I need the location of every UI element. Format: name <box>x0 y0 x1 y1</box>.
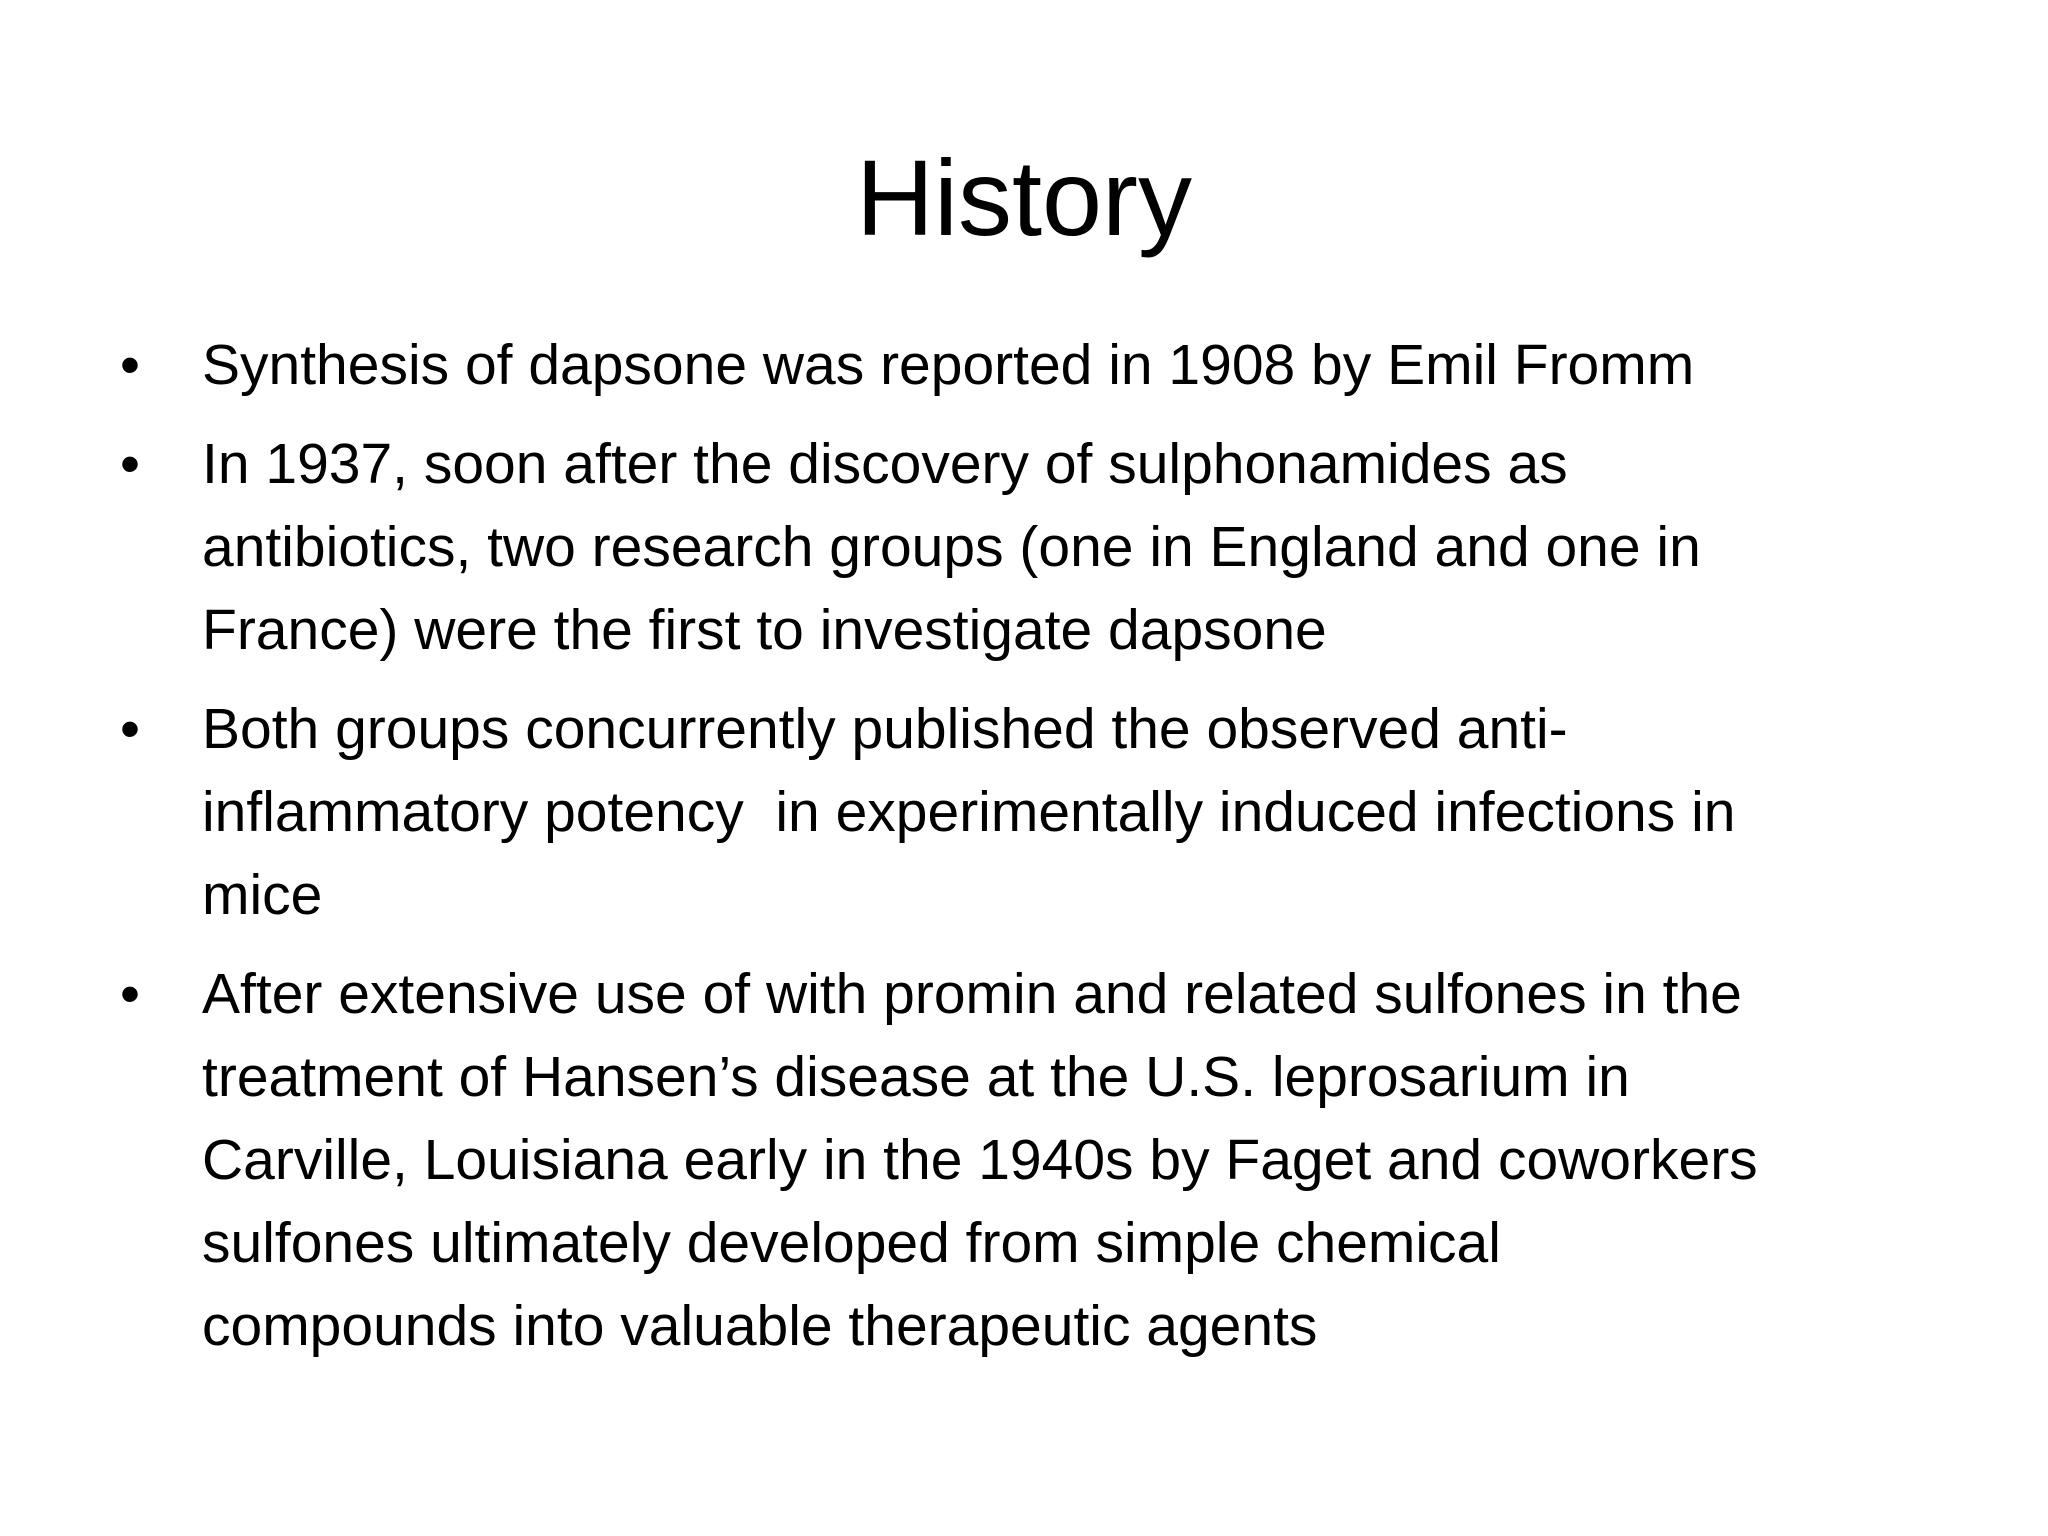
bullet-icon: • <box>120 697 140 761</box>
bullet-list <box>120 324 1940 1384</box>
bullet-line: After extensive use of with promin and related sulfones in the <box>202 962 1742 1026</box>
bullet-icon: • <box>120 432 140 496</box>
bullet-icon: • <box>120 333 140 397</box>
bullet-line: inflammatory potency in experimentally induced infections in <box>202 780 1736 844</box>
bullet-icon: • <box>120 962 140 1026</box>
slide-title: History <box>855 137 1193 258</box>
bullet-line: antibiotics, two research groups (one in England and one in <box>202 515 1701 579</box>
bullet-line: mice <box>202 863 323 927</box>
bullet-line: In 1937, soon after the discovery of sulphonamides as <box>202 432 1568 496</box>
bullet-line: Both groups concurrently published the observed anti- <box>202 697 1568 761</box>
bullet-item <box>120 423 1940 672</box>
bullet-item <box>120 953 1940 1368</box>
bullet-line: Synthesis of dapsone was reported in 1908 by Emil Fromm <box>202 333 1695 397</box>
bullet-line: Carville, Louisiana early in the 1940s by Faget and coworkers <box>202 1128 1758 1192</box>
bullet-item <box>120 688 1940 937</box>
bullet-line: treatment of Hansen’s disease at the U.S. leprosarium in <box>202 1045 1630 1109</box>
bullet-item <box>120 324 1940 407</box>
bullet-line: sulfones ultimately developed from simple chemical <box>202 1211 1501 1275</box>
bullet-line: compounds into valuable therapeutic agents <box>202 1294 1318 1358</box>
bullet-line: France) were the first to investigate dapsone <box>202 598 1327 662</box>
